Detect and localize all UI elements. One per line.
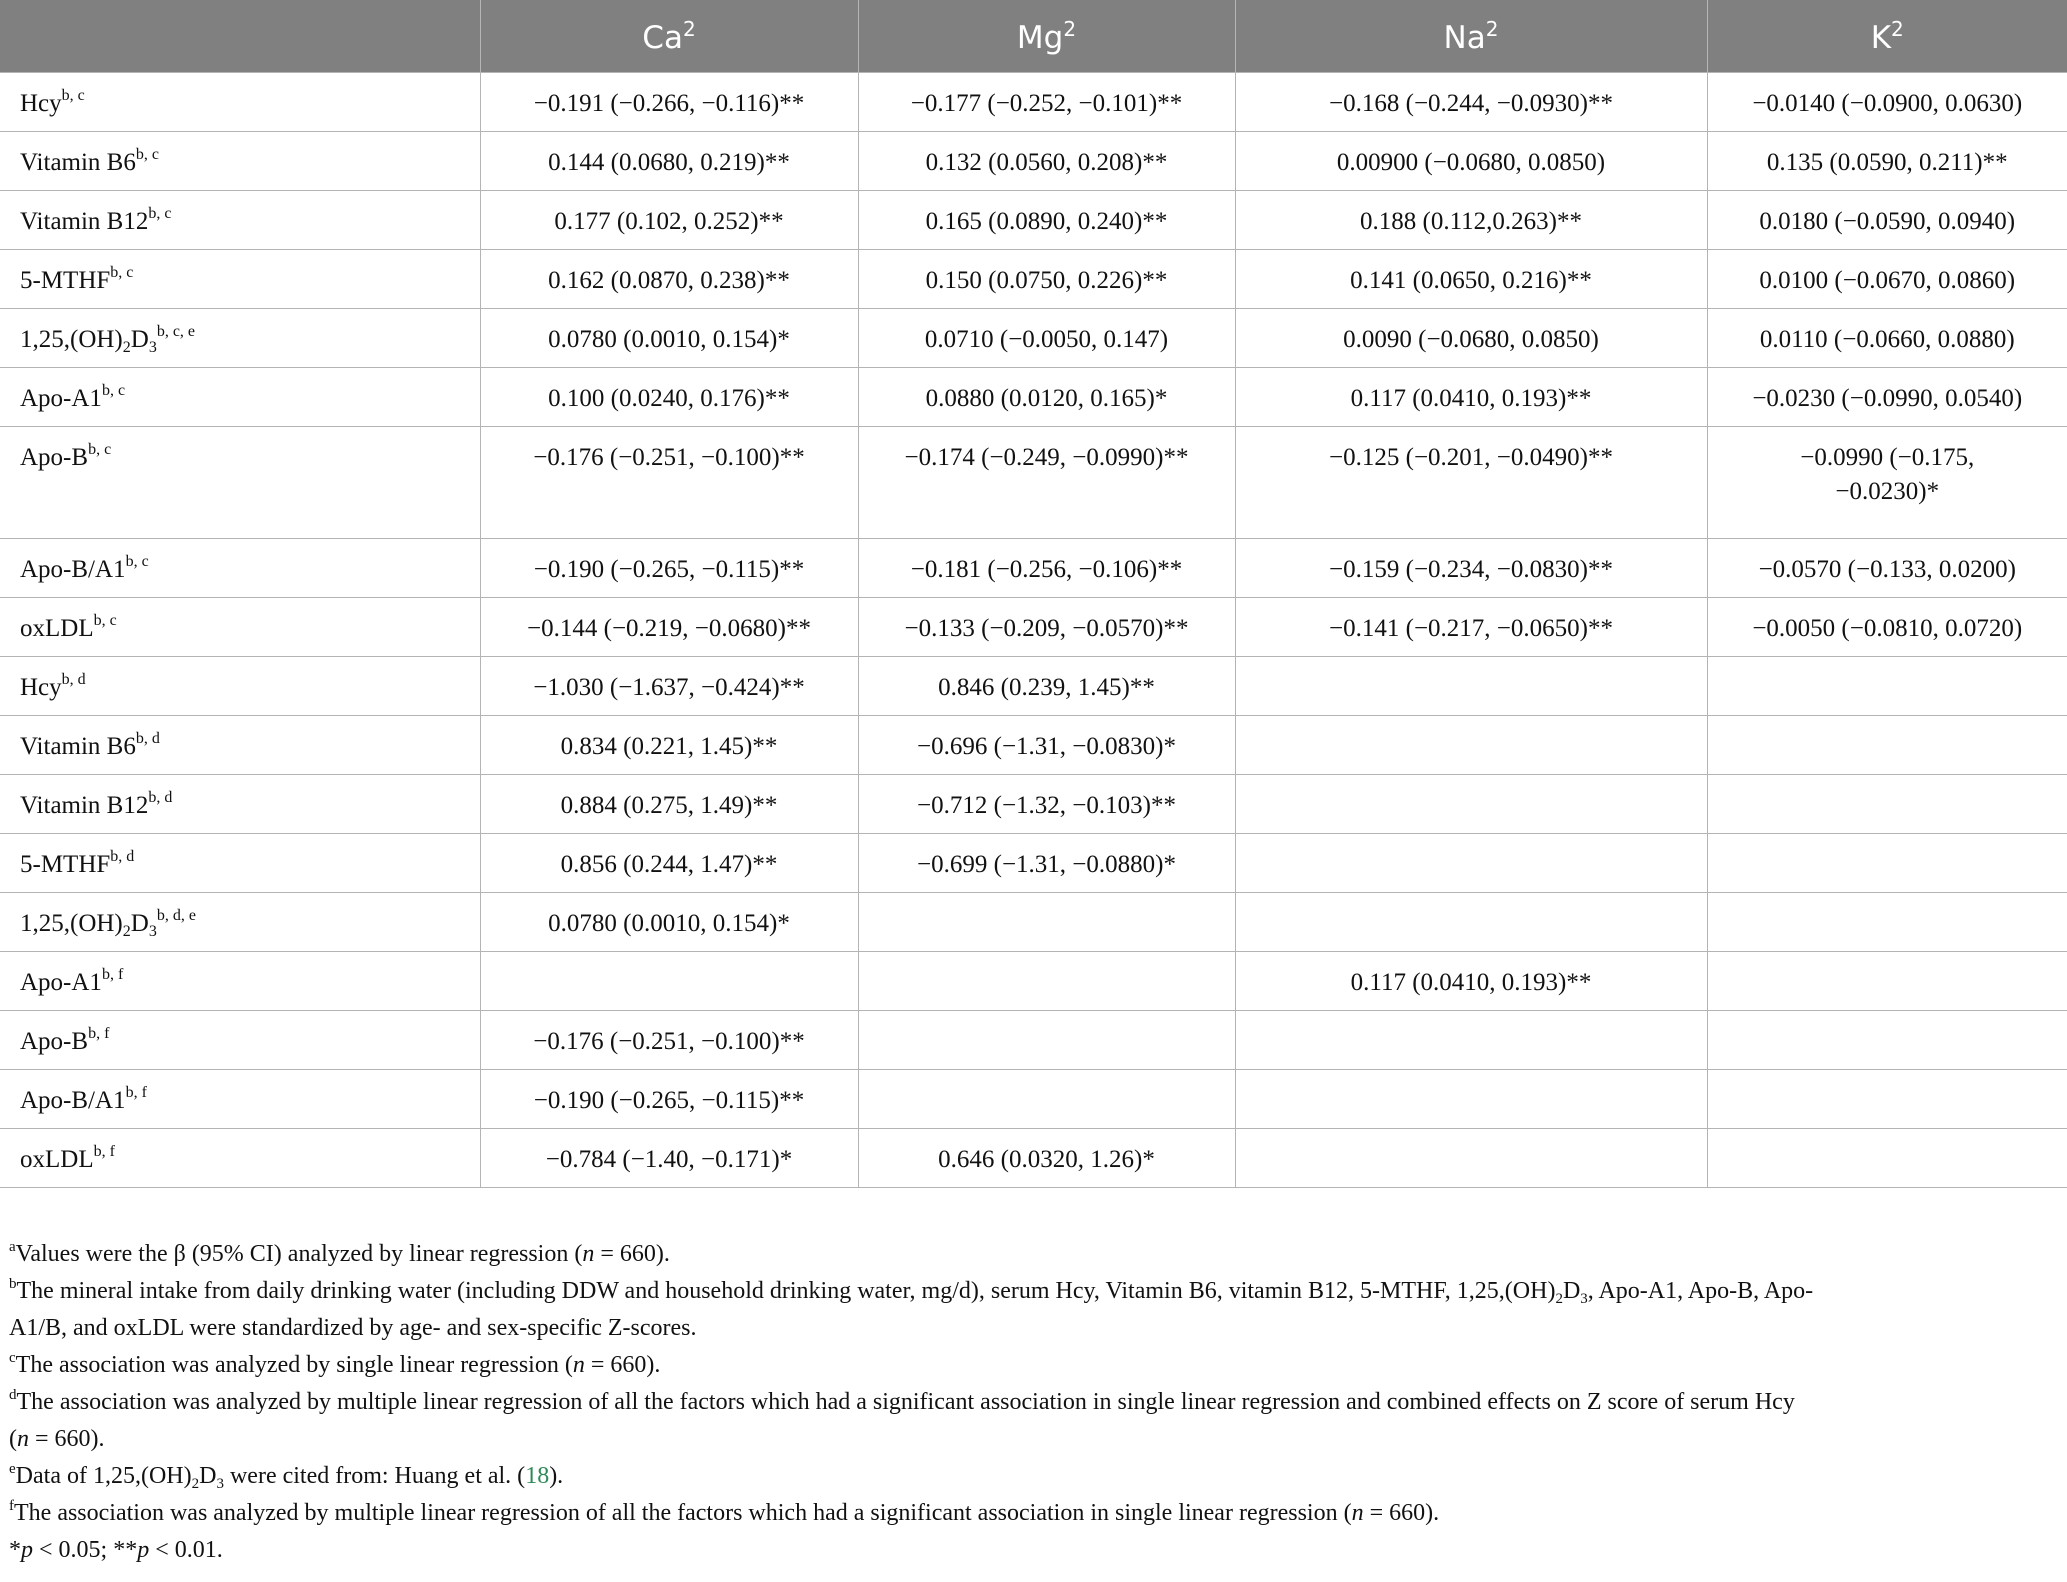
cell-na: −0.168 (−0.244, −0.0930)** — [1235, 73, 1707, 132]
table-footnotes — [9, 1236, 2049, 1569]
cell-k: 0.0180 (−0.0590, 0.0940) — [1707, 191, 2067, 250]
footnote-c: $^c$The association was analyzed by single linear regression (n = 660). — [9, 1350, 661, 1378]
table-row — [0, 893, 2067, 952]
table-row — [0, 427, 2067, 539]
cell-na: −0.159 (−0.234, −0.0830)** — [1235, 539, 1707, 598]
row-label: $1,25,(OH)_2D_3^{b, d, e}$ — [0, 893, 480, 952]
table-header — [0, 0, 2067, 73]
cell-mg: −0.712 (−1.32, −0.103)** — [858, 775, 1235, 834]
cell-k — [1707, 834, 2067, 893]
cell-ca: −0.190 (−0.265, −0.115)** — [480, 1070, 858, 1129]
row-label: Hcy$^{b, d}$ — [0, 657, 480, 716]
table-row — [0, 1129, 2067, 1188]
cell-na: 0.117 (0.0410, 0.193)** — [1235, 952, 1707, 1011]
cell-na — [1235, 834, 1707, 893]
row-label: oxLDL$^{b, f}$ — [0, 1129, 480, 1188]
table-row — [0, 132, 2067, 191]
cell-mg: −0.177 (−0.252, −0.101)** — [858, 73, 1235, 132]
cell-na — [1235, 716, 1707, 775]
cell-ca: −0.176 (−0.251, −0.100)** — [480, 427, 858, 539]
cell-ca: 0.0780 (0.0010, 0.154)* — [480, 309, 858, 368]
cell-ca: −0.190 (−0.265, −0.115)** — [480, 539, 858, 598]
table-row — [0, 191, 2067, 250]
cell-mg: 0.646 (0.0320, 1.26)* — [858, 1129, 1235, 1188]
row-label: 5-MTHF$^{b, d}$ — [0, 834, 480, 893]
cell-na — [1235, 657, 1707, 716]
table-row — [0, 73, 2067, 132]
cell-mg — [858, 893, 1235, 952]
header-blank — [0, 0, 480, 73]
cell-mg — [858, 952, 1235, 1011]
cell-k: −0.0140 (−0.0900, 0.0630) — [1707, 73, 2067, 132]
row-label: $1,25,(OH)_2D_3^{b, c, e}$ — [0, 309, 480, 368]
cell-ca: −0.784 (−1.40, −0.171)* — [480, 1129, 858, 1188]
cell-mg: 0.132 (0.0560, 0.208)** — [858, 132, 1235, 191]
reference-link[interactable]: 18 — [525, 1463, 550, 1489]
table-row — [0, 368, 2067, 427]
cell-na — [1235, 1011, 1707, 1070]
cell-na — [1235, 775, 1707, 834]
cell-k — [1707, 1070, 2067, 1129]
cell-mg — [858, 1070, 1235, 1129]
cell-ca — [480, 952, 858, 1011]
header-ca: Ca$^2$ — [480, 0, 858, 73]
cell-na — [1235, 893, 1707, 952]
cell-ca: 0.856 (0.244, 1.47)** — [480, 834, 858, 893]
footnote-f: $^f$The association was analyzed by multiple linear regression of all the factors which had a significant association in single linear regression (n = 660). — [9, 1498, 1440, 1526]
row-label: Vitamin B12$^{b, d}$ — [0, 775, 480, 834]
cell-ca: 0.0780 (0.0010, 0.154)* — [480, 893, 858, 952]
cell-k: −0.0990 (−0.175, −0.0230)* — [1707, 427, 2067, 539]
row-label: 5-MTHF$^{b, c}$ — [0, 250, 480, 309]
cell-mg: −0.696 (−1.31, −0.0830)* — [858, 716, 1235, 775]
cell-mg: −0.174 (−0.249, −0.0990)** — [858, 427, 1235, 539]
row-label: Apo-$B^{b, c}$ — [0, 427, 480, 539]
cell-ca: −0.191 (−0.266, −0.116)** — [480, 73, 858, 132]
table-row — [0, 250, 2067, 309]
row-label: Apo-B/A1$^{b, c}$ — [0, 539, 480, 598]
header-na: Na$^2$ — [1235, 0, 1707, 73]
table-row — [0, 657, 2067, 716]
cell-k — [1707, 775, 2067, 834]
cell-ca: −1.030 (−1.637, −0.424)** — [480, 657, 858, 716]
row-label: Vitamin B6$^{b, d}$ — [0, 716, 480, 775]
row-label: Vitamin B6$^{b, c}$ — [0, 132, 480, 191]
cell-mg: 0.165 (0.0890, 0.240)** — [858, 191, 1235, 250]
table-row — [0, 309, 2067, 368]
cell-na: 0.141 (0.0650, 0.216)** — [1235, 250, 1707, 309]
table-row — [0, 1070, 2067, 1129]
cell-k: −0.0050 (−0.0810, 0.0720) — [1707, 598, 2067, 657]
table-row — [0, 834, 2067, 893]
cell-ca: 0.834 (0.221, 1.45)** — [480, 716, 858, 775]
cell-ca: 0.162 (0.0870, 0.238)** — [480, 250, 858, 309]
table-row — [0, 775, 2067, 834]
footnote-p: *p < 0.05; **p < 0.01. — [9, 1537, 223, 1563]
cell-ca: 0.177 (0.102, 0.252)** — [480, 191, 858, 250]
row-label: Apo-$B^{b, f}$ — [0, 1011, 480, 1070]
cell-ca: −0.144 (−0.219, −0.0680)** — [480, 598, 858, 657]
cell-k: −0.0230 (−0.0990, 0.0540) — [1707, 368, 2067, 427]
cell-na: 0.00900 (−0.0680, 0.0850) — [1235, 132, 1707, 191]
cell-na — [1235, 1070, 1707, 1129]
header-mg: Mg$^2$ — [858, 0, 1235, 73]
row-label: Hcy$^{b, c}$ — [0, 73, 480, 132]
cell-mg: 0.0710 (−0.0050, 0.147) — [858, 309, 1235, 368]
row-label: oxLDL$^{b, c}$ — [0, 598, 480, 657]
row-label: Apo-A1$^{b, c}$ — [0, 368, 480, 427]
table-row — [0, 539, 2067, 598]
cell-k — [1707, 893, 2067, 952]
cell-ca: −0.176 (−0.251, −0.100)** — [480, 1011, 858, 1070]
cell-na: 0.0090 (−0.0680, 0.0850) — [1235, 309, 1707, 368]
cell-k: −0.0570 (−0.133, 0.0200) — [1707, 539, 2067, 598]
cell-k — [1707, 657, 2067, 716]
cell-mg — [858, 1011, 1235, 1070]
footnote-e: $^e$Data of $1,25,(OH)_2D_3$ were cited from: Huang et al. (18). — [9, 1461, 564, 1492]
footnote-b: $^b$The mineral intake from daily drinking water (including DDW and household drinking water, mg/d), serum Hcy, Vitamin B6, vitamin B12, 5-MTHF, $1,25,(OH)_2D_3$, Apo-A1, Apo-B, Apo- A1/B, and oxLDL were standardized by age- and sex-specific Z-scores. — [9, 1276, 1814, 1341]
table-row — [0, 1011, 2067, 1070]
table-body — [0, 73, 2067, 1188]
cell-k — [1707, 1011, 2067, 1070]
cell-ca: 0.884 (0.275, 1.49)** — [480, 775, 858, 834]
cell-k — [1707, 716, 2067, 775]
cell-na — [1235, 1129, 1707, 1188]
row-label: Vitamin B12$^{b, c}$ — [0, 191, 480, 250]
cell-k — [1707, 952, 2067, 1011]
cell-mg: 0.0880 (0.0120, 0.165)* — [858, 368, 1235, 427]
table-row — [0, 716, 2067, 775]
footnote-d: $^d$The association was analyzed by multiple linear regression of all the factors which had a significant association in single linear regression and combined effects on Z score of serum Hcy (n = 660). — [9, 1387, 1795, 1452]
cell-k — [1707, 1129, 2067, 1188]
cell-k: 0.0100 (−0.0670, 0.0860) — [1707, 250, 2067, 309]
table-row — [0, 598, 2067, 657]
cell-k: 0.135 (0.0590, 0.211)** — [1707, 132, 2067, 191]
row-label: Apo-B/A1$^{b, f}$ — [0, 1070, 480, 1129]
cell-k: 0.0110 (−0.0660, 0.0880) — [1707, 309, 2067, 368]
cell-mg: −0.133 (−0.209, −0.0570)** — [858, 598, 1235, 657]
footnote-a: $^a$Values were the β (95% CI) analyzed by linear regression (n = 660). — [9, 1239, 670, 1267]
cell-na: 0.188 (0.112,0.263)** — [1235, 191, 1707, 250]
cell-na: 0.117 (0.0410, 0.193)** — [1235, 368, 1707, 427]
cell-na: −0.125 (−0.201, −0.0490)** — [1235, 427, 1707, 539]
cell-mg: 0.150 (0.0750, 0.226)** — [858, 250, 1235, 309]
cell-mg: 0.846 (0.239, 1.45)** — [858, 657, 1235, 716]
cell-na: −0.141 (−0.217, −0.0650)** — [1235, 598, 1707, 657]
row-label: Apo-A1$^{b, f}$ — [0, 952, 480, 1011]
cell-ca: 0.100 (0.0240, 0.176)** — [480, 368, 858, 427]
cell-ca: 0.144 (0.0680, 0.219)** — [480, 132, 858, 191]
table-row — [0, 952, 2067, 1011]
header-k: $K^2$ — [1707, 0, 2067, 73]
cell-mg: −0.699 (−1.31, −0.0880)* — [858, 834, 1235, 893]
cell-mg: −0.181 (−0.256, −0.106)** — [858, 539, 1235, 598]
